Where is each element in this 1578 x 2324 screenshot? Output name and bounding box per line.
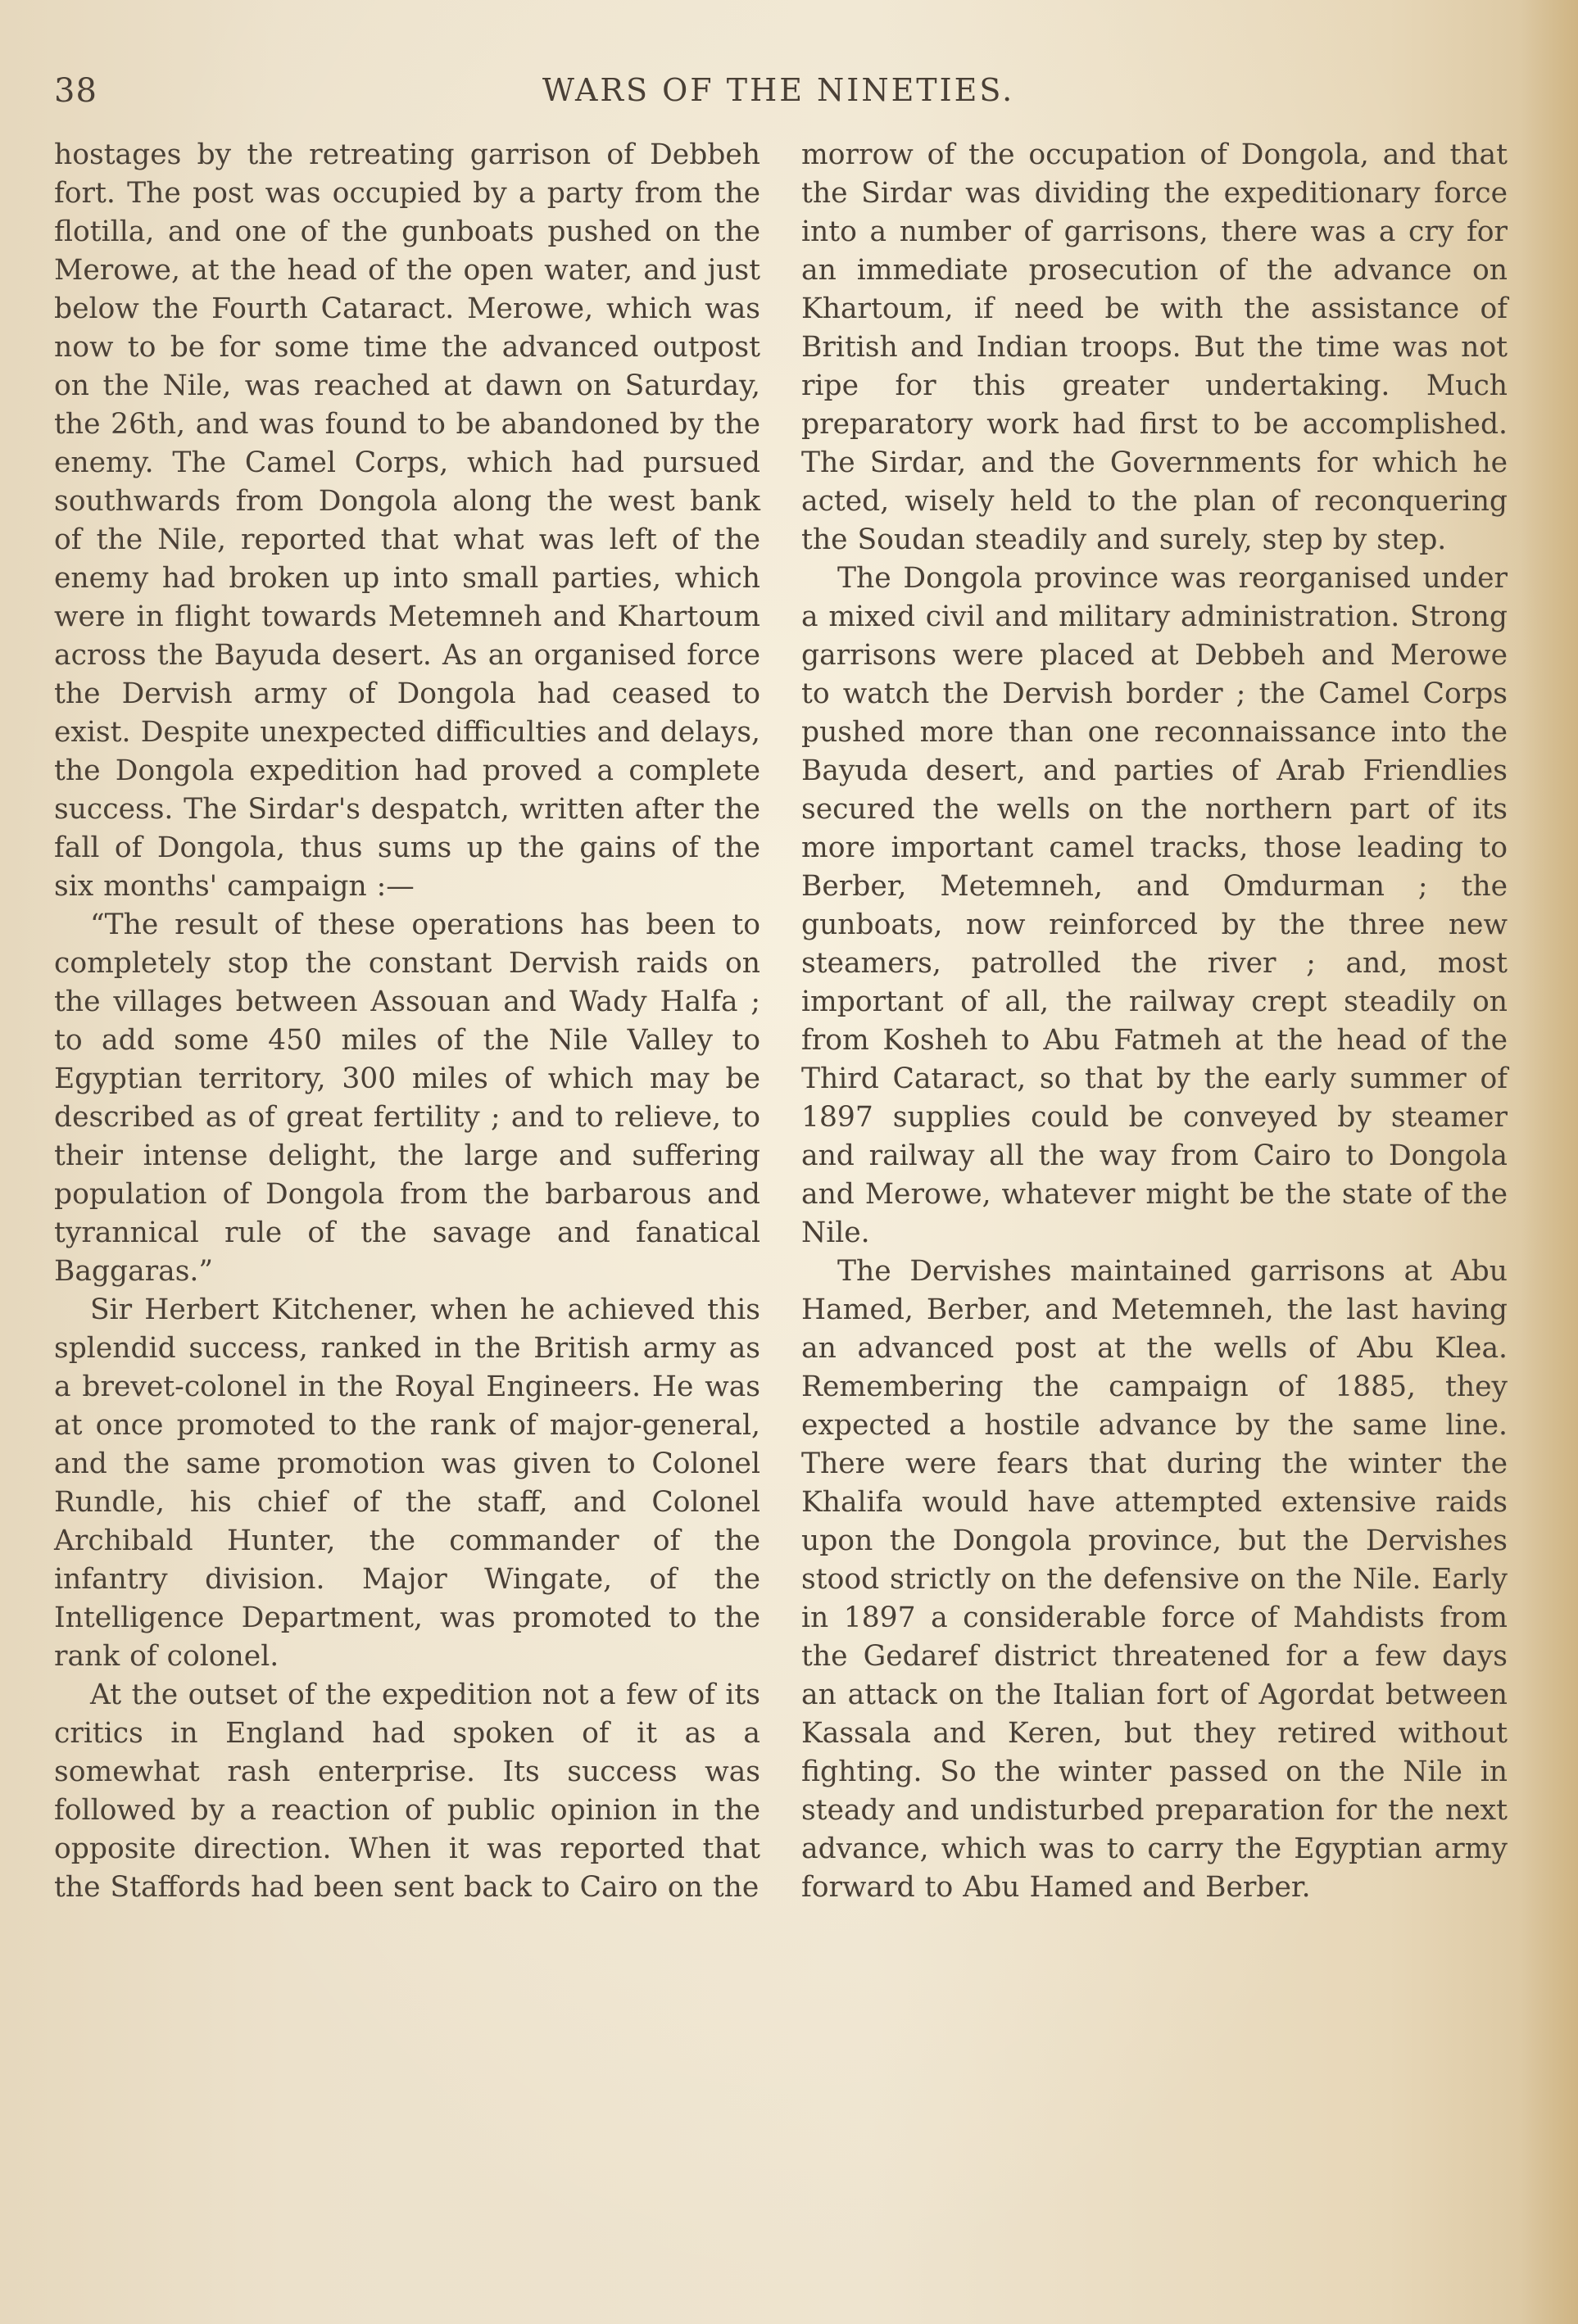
quotation-paragraph: “The result of these operations has been to completely stop the constant Dervish raids on the villages between Assouan and Wady Halfa ; to add some 450 miles of the Nile Valley to Egyptian territory, 300 miles of which may be described as of great fertility ; and to relieve, to their intense delight, the large and suffering population of Dongola from the barbarous and tyrannical rule of the savage and fanatical Baggaras.” <box>54 908 760 1288</box>
right-column <box>801 136 1508 1907</box>
running-head: WARS OF THE NINETIES. <box>542 72 1015 108</box>
paragraph: The Dongola province was reorganised under a mixed civil and military administration. Strong garrisons were placed at Debbeh and Merowe to watch the Dervish border ; the Camel Corps pushed more than one reconnaissance into the Bayuda desert, and parties of Arab Friendlies secured the wells on the northern part of its more important camel tracks, those leading to Berber, Metemneh, and Omdurman ; the gunboats, now reinforced by the three new steamers, patrolled the river ; and, most important of all, the railway crept steadily on from Kosheh to Abu Fatmeh at the head of the Third Cataract, so that by the early summer of 1897 supplies could be conveyed by steamer and railway all the way from Cairo to Dongola and Merowe, whatever might be the state of the Nile. <box>801 562 1508 1249</box>
page-header <box>0 72 1578 121</box>
paragraph: The Dervishes maintained garrisons at Abu Hamed, Berber, and Metemneh, the last having an advanced post at the wells of Abu Klea. Remembering the campaign of 1885, they expected a hostile advance by the same line. There were fears that during the winter the Khalifa would have attempted extensive raids upon the Dongola province, but the Dervishes stood strictly on the defensive on the Nile. Early in 1897 a considerable force of Mahdists from the Gedaref district threatened for a few days an attack on the Italian fort of Agordat between Kassala and Keren, but they retired without fighting. So the winter passed on the Nile in steady and undisturbed preparation for the next advance, which was to carry the Egyptian army forward to Abu Hamed and Berber. <box>801 1255 1508 1904</box>
paragraph: morrow of the occupation of Dongola, and that the Sirdar was dividing the expeditionary force into a number of garrisons, there was a cry for an immediate prosecution of the advance on Khartoum, if need be with the assistance of British and Indian troops. But the time was not ripe for this greater undertaking. Much preparatory work had first to be accomplished. The Sirdar, and the Governments for which he acted, wisely held to the plan of reconquering the Soudan steadily and surely, step by step. <box>801 138 1508 556</box>
page-number: 38 <box>54 72 97 110</box>
paragraph: Sir Herbert Kitchener, when he achieved this splendid success, ranked in the British army as a brevet-colonel in the Royal Engineers. He was at once promoted to the rank of major-general, and the same promotion was given to Colonel Rundle, his chief of the staff, and Colonel Archibald Hunter, the commander of the infantry division. Major Wingate, of the Intelligence Department, was promoted to the rank of colonel. <box>54 1293 760 1673</box>
paragraph: At the outset of the expedition not a few of its critics in England had spoken of it as a somewhat rash enterprise. Its success was followed by a reaction of public opinion in the opposite direction. When it was reported that the Staffords had been sent back to Cairo on the <box>54 1678 760 1904</box>
page-edge-shadow <box>1521 0 1578 2324</box>
paragraph: hostages by the retreating garrison of Debbeh fort. The post was occupied by a party from the flotilla, and one of the gunboats pushed on the Merowe, at the head of the open water, and just below the Fourth Cataract. Merowe, which was now to be for some time the advanced outpost on the Nile, was reached at dawn on Saturday, the 26th, and was found to be abandoned by the enemy. The Camel Corps, which had pursued southwards from Dongola along the west bank of the Nile, reported that what was left of the enemy had broken up into small parties, which were in flight towards Metemneh and Khartoum across the Bayuda desert. As an organised force the Dervish army of Dongola had ceased to exist. Despite unexpected difficulties and delays, the Dongola expedition had proved a complete success. The Sirdar's despatch, written after the fall of Dongola, thus sums up the gains of the six months' campaign :— <box>54 138 760 903</box>
left-column <box>54 136 760 1907</box>
